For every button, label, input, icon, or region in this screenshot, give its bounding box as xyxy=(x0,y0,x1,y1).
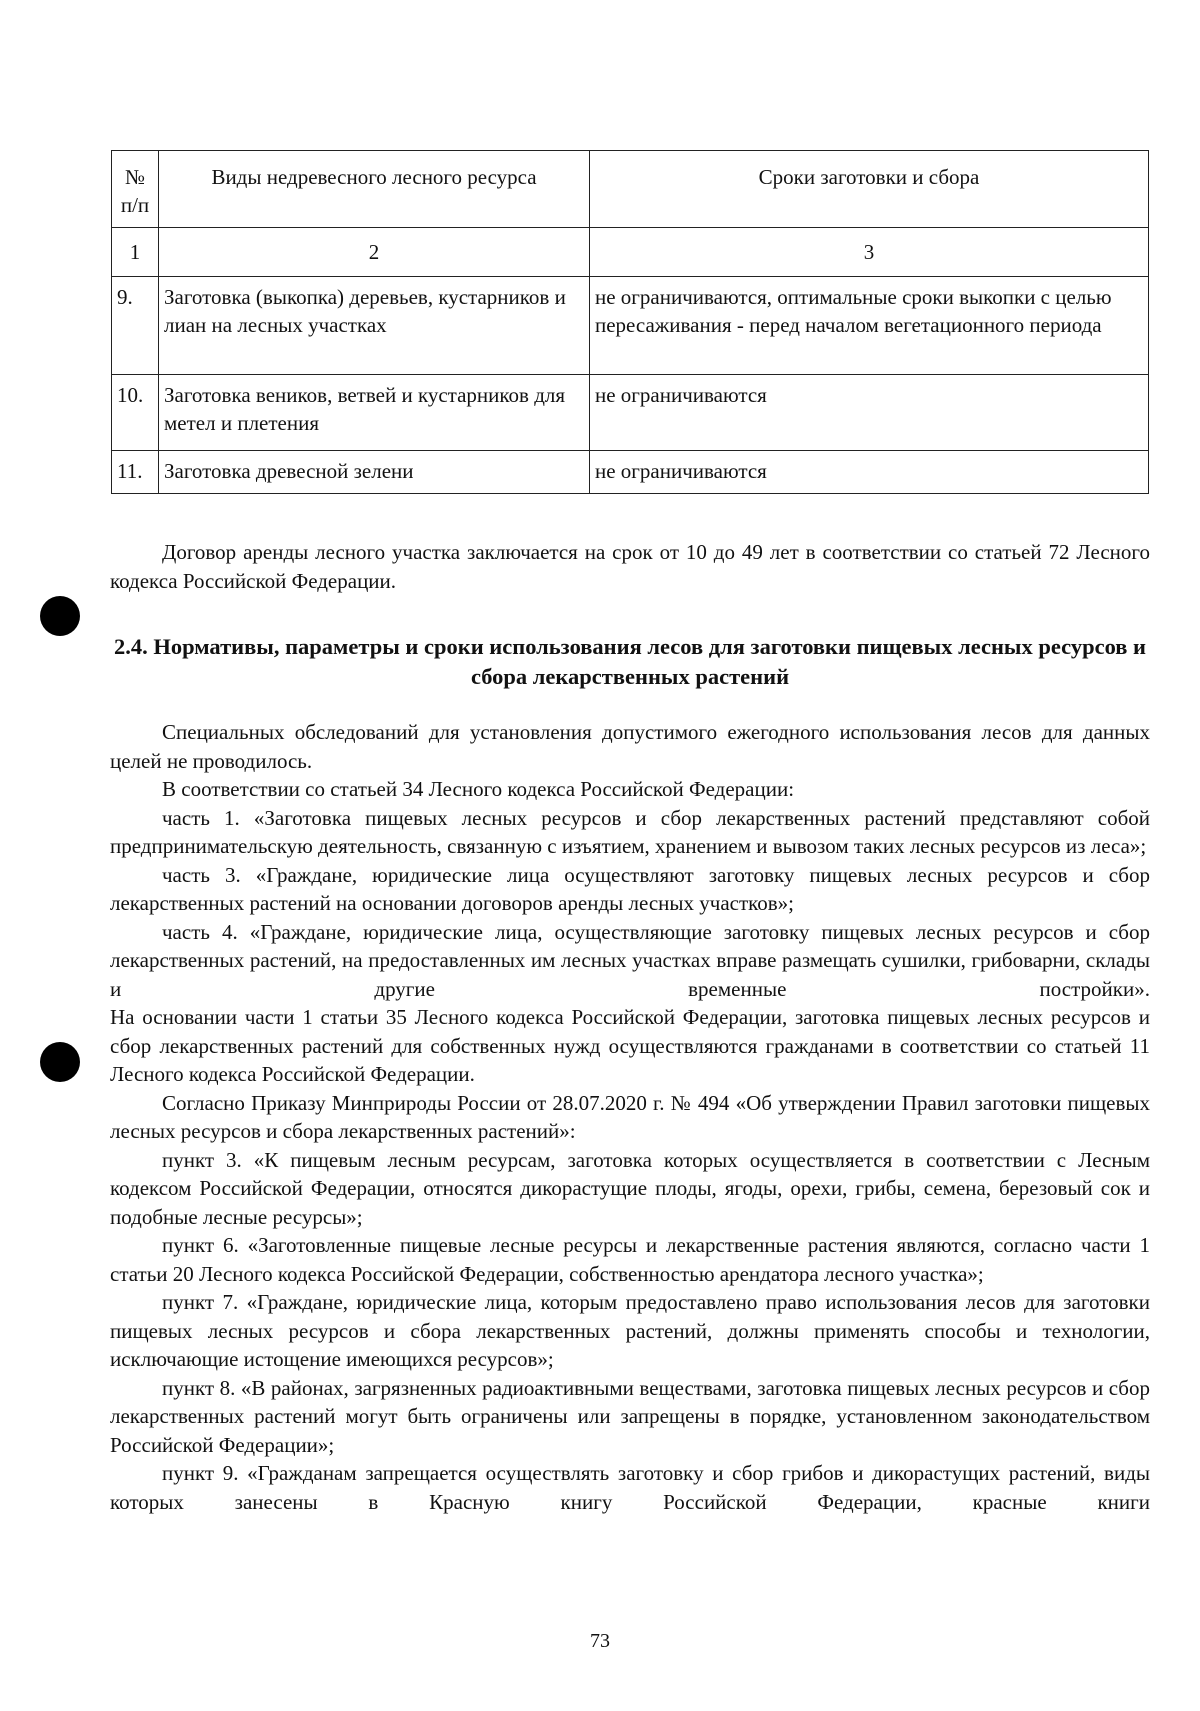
lease-text-block xyxy=(110,538,1150,595)
paragraph: Согласно Приказу Минприроды России от 28.07.2020 г. № 494 «Об утверждении Правил заготовки пищевых лесных ресурсов и сбора лекарственных растений»: xyxy=(110,1090,1150,1143)
resource-table xyxy=(111,150,1149,494)
paragraph: Специальных обследований для установления допустимого ежегодного использования лесов для данных целей не проводилось. xyxy=(110,720,1150,773)
paragraph: часть 4. «Граждане, юридические лица, осуществляющие заготовку пищевых лесных ресурсов и сбор лекарственных растений, на предоставленных им лесных участках вправе размещать сушилки, грибоварни, склады и другие временные постройки». xyxy=(110,919,1150,1001)
row-number: 10. xyxy=(112,375,159,451)
table-row xyxy=(112,277,1149,375)
header-resource-type: Виды недревесного лесного ресурса xyxy=(159,151,590,228)
paragraph: пункт 7. «Граждане, юридические лица, которым предоставлено право использования лесов для заготовки пищевых лесных ресурсов и сбора лекарственных растений, должны применять способы и технологии, исключающие истощение имеющихся ресурсов»; xyxy=(110,1290,1150,1371)
paragraph: часть 1. «Заготовка пищевых лесных ресурсов и сбор лекарственных растений представляют собой предпринимательскую деятельность, связанную с изъятием, хранением и вывозом таких лесных ресурсов из леса»; xyxy=(110,805,1150,858)
row-resource-type: Заготовка веников, ветвей и кустарников для метел и плетения xyxy=(159,375,590,451)
table-header-row xyxy=(112,151,1149,228)
row-number: 9. xyxy=(112,277,159,375)
paragraph: часть 3. «Граждане, юридические лица осуществляют заготовку пищевых лесных ресурсов и сбор лекарственных растений на основании договоров аренды лесных участков»; xyxy=(110,862,1150,915)
row-resource-type: Заготовка древесной зелени xyxy=(159,451,590,494)
row-resource-type: Заготовка (выкопка) деревьев, кустарников и лиан на лесных участках xyxy=(159,277,590,375)
index-cell: 3 xyxy=(590,228,1149,277)
row-number: 11. xyxy=(112,451,159,494)
paragraph: В соответствии со статьей 34 Лесного кодекса Российской Федерации: xyxy=(162,777,795,801)
table-row xyxy=(112,451,1149,494)
page-number: 73 xyxy=(590,1630,610,1652)
index-cell: 1 xyxy=(112,228,159,277)
paragraph: пункт 8. «В районах, загрязненных радиоактивными веществами, заготовка пищевых лесных ресурсов и сбор лекарственных растений могут быть ограничены или запрещены в порядке, установленном законодательством Российской Федерации»; xyxy=(110,1375,1150,1457)
row-terms: не ограничиваются xyxy=(590,451,1149,494)
paragraph: На основании части 1 статьи 35 Лесного кодекса Российской Федерации, заготовка пищевых лесных ресурсов и сбор лекарственных растений для собственных нужд осуществляются гражданами в соответствии со статьей 11 Лесного кодекса Российской Федерации. xyxy=(110,1005,1150,1086)
header-terms: Сроки заготовки и сбора xyxy=(590,151,1149,228)
row-terms: не ограничиваются xyxy=(590,375,1149,451)
index-cell: 2 xyxy=(159,228,590,277)
section-heading: 2.4. Нормативы, параметры и сроки использования лесов для заготовки пищевых лесных ресурсов и сбора лекарственных растений xyxy=(113,634,1147,689)
punch-hole-mark xyxy=(40,596,80,636)
table-row xyxy=(112,375,1149,451)
paragraph: пункт 6. «Заготовленные пищевые лесные ресурсы и лекарственные растения являются, согласно части 1 статьи 20 Лесного кодекса Российской Федерации, собственностью арендатора лесного участка»; xyxy=(110,1233,1150,1286)
body-text xyxy=(110,718,1150,1516)
paragraph: пункт 3. «К пищевым лесным ресурсам, заготовка которых осуществляется в соответствии с Лесным кодексом Российской Федерации, относятся дикорастущие плоды, ягоды, орехи, грибы, семена, березовый сок и подобные лесные ресурсы»; xyxy=(110,1147,1150,1229)
table-index-row xyxy=(112,228,1149,277)
header-number: № п/п xyxy=(112,151,159,228)
punch-hole-mark xyxy=(40,1042,80,1082)
lease-paragraph: Договор аренды лесного участка заключается на срок от 10 до 49 лет в соответствии со статьей 72 Лесного кодекса Российской Федерации. xyxy=(110,540,1150,593)
row-terms: не ограничиваются, оптимальные сроки выкопки с целью пересаживания - перед началом вегетационного периода xyxy=(590,277,1149,375)
paragraph: пункт 9. «Гражданам запрещается осуществлять заготовку и сбор грибов и дикорастущих растений, виды которых занесены в Красную книгу Российской Федерации, красные книги xyxy=(110,1461,1150,1514)
